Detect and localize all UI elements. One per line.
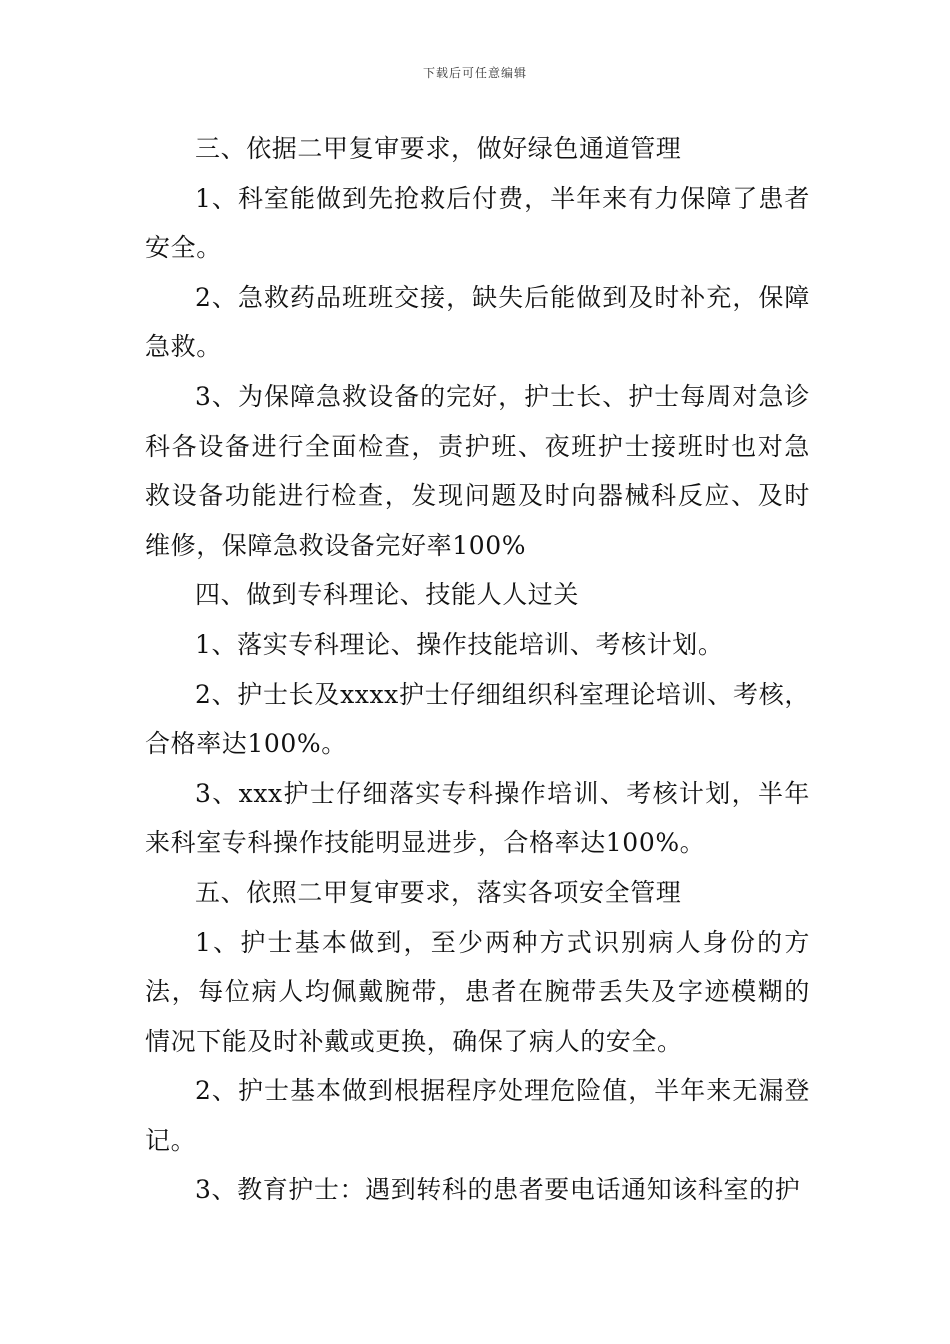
- paragraph: 2、急救药品班班交接，缺失后能做到及时补充，保障急救。: [145, 282, 810, 362]
- page-header: 下载后可任意编辑: [422, 66, 527, 80]
- section-heading-safety: 五、依照二甲复审要求，落实各项安全管理: [195, 877, 682, 907]
- paragraph: 1、落实专科理论、操作技能培训、考核计划。: [195, 629, 724, 659]
- paragraph: 3、xxx护士仔细落实专科操作培训、考核计划，半年来科室专科操作技能明显进步，合格率达100%。: [145, 778, 810, 858]
- paragraph: 1、护士基本做到，至少两种方式识别病人身份的方法，每位病人均佩戴腕带，患者在腕带丢失及字迹模糊的情况下能及时补戴或更换，确保了病人的安全。: [145, 927, 810, 1056]
- section-heading-training: 四、做到专科理论、技能人人过关: [195, 580, 580, 610]
- paragraph: 3、教育护士：遇到转科的患者要电话通知该科室的护: [195, 1175, 801, 1205]
- section-heading-green-channel: 三、依据二甲复审要求，做好绿色通道管理: [195, 134, 682, 163]
- paragraph: 3、为保障急救设备的完好，护士长、护士每周对急诊科各设备进行全面检查，责护班、夜班护士接班时也对急救设备功能进行检查，发现问题及时向器械科反应、及时维修，保障急救设备完好率100%: [145, 381, 810, 560]
- paragraph: 2、护士基本做到根据程序处理危险值，半年来无漏登记。: [145, 1076, 810, 1155]
- document-body: [145, 124, 810, 1215]
- paragraph: 1、科室能做到先抢救后付费，半年来有力保障了患者安全。: [145, 183, 810, 263]
- paragraph: 2、护士长及xxxx护士仔细组织科室理论培训、考核，合格率达100%。: [145, 679, 810, 759]
